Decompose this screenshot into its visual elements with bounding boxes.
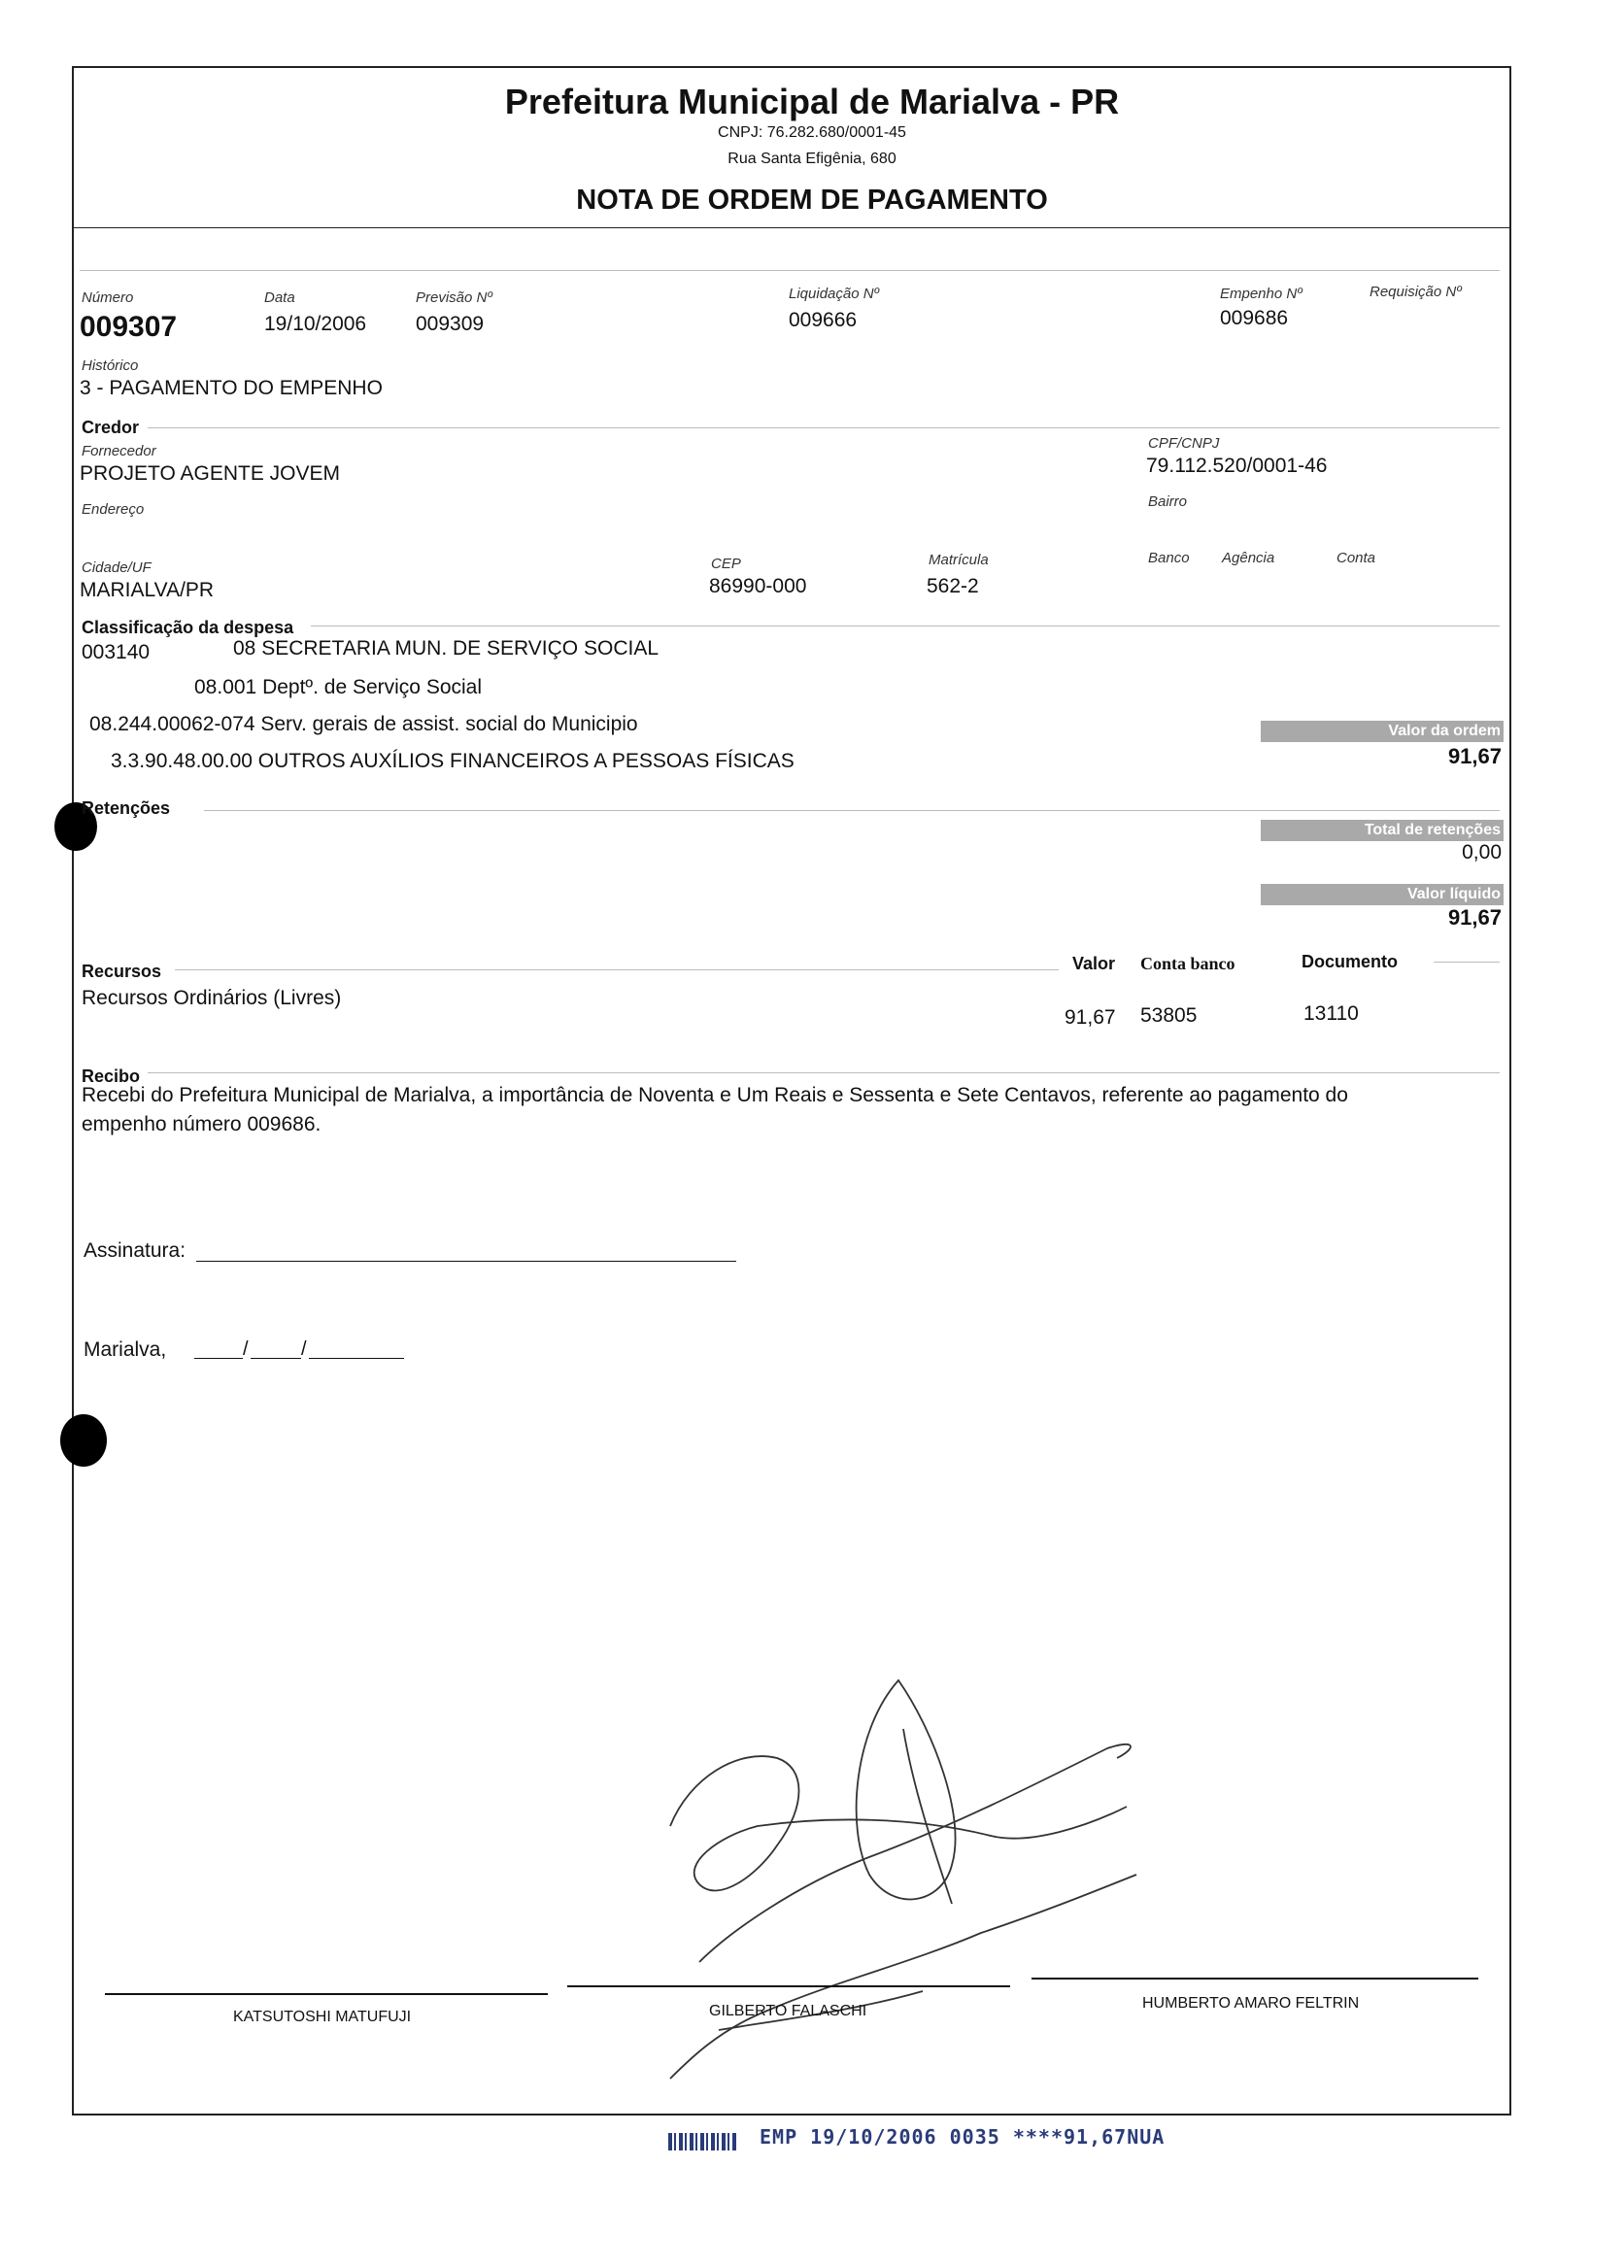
- banco-label: Banco: [1148, 550, 1190, 566]
- barcode-icon: [668, 2133, 738, 2150]
- empenho-label: Empenho Nº: [1220, 286, 1303, 302]
- date-year-line: [309, 1358, 404, 1359]
- signature-name-3: HUMBERTO AMARO FELTRIN: [1142, 1995, 1360, 2012]
- previsao-value: 009309: [416, 313, 485, 335]
- info-rule: [80, 270, 1500, 271]
- data-label: Data: [264, 289, 295, 306]
- total-retencoes-label: Total de retenções: [1364, 822, 1501, 838]
- classificacao-line2: 08.001 Deptº. de Serviço Social: [194, 676, 483, 698]
- retencoes-section: Retenções: [82, 798, 171, 818]
- recursos-section: Recursos: [82, 962, 162, 981]
- recibo-line2: empenho número 009686.: [82, 1113, 321, 1135]
- retencoes-rule: [204, 810, 1500, 811]
- assinatura-label: Assinatura:: [84, 1239, 186, 1262]
- local-label: Marialva,: [84, 1338, 167, 1361]
- recursos-documento-label: Documento: [1302, 952, 1398, 971]
- signature-line-2: [567, 1985, 1010, 1987]
- header-divider: [72, 227, 1511, 228]
- cnpj-line: CNPJ: 76.282.680/0001-45: [718, 124, 906, 141]
- recursos-rule: [175, 969, 1059, 970]
- date-month-line: [251, 1358, 301, 1359]
- signature-name-2: GILBERTO FALASCHI: [709, 2003, 867, 2019]
- date-slash-2: /: [301, 1338, 307, 1360]
- municipality-title: Prefeitura Municipal de Marialva - PR: [504, 82, 1120, 121]
- valor-liquido-value: 91,67: [1447, 905, 1502, 930]
- valor-liquido-label: Valor líquido: [1406, 886, 1501, 902]
- total-retencoes-bar: [1261, 820, 1504, 841]
- valor-ordem-label: Valor da ordem: [1388, 723, 1501, 739]
- classificacao-line1: 08 SECRETARIA MUN. DE SERVIÇO SOCIAL: [233, 637, 660, 660]
- liquidacao-label: Liquidação Nº: [789, 286, 880, 302]
- previsao-label: Previsão Nº: [416, 289, 492, 306]
- cep-label: CEP: [711, 556, 741, 572]
- document-title: NOTA DE ORDEM DE PAGAMENTO: [576, 185, 1048, 216]
- credor-rule: [148, 427, 1500, 428]
- valor-ordem-bar: [1261, 721, 1504, 742]
- recibo-rule: [148, 1072, 1500, 1073]
- signature-line-3: [1032, 1978, 1478, 1980]
- recursos-documento: 13110: [1303, 1002, 1359, 1025]
- assinatura-line: [196, 1261, 736, 1262]
- cpf-value: 79.112.520/0001-46: [1146, 455, 1328, 477]
- bairro-label: Bairro: [1148, 493, 1188, 510]
- recursos-conta-label: Conta banco: [1140, 954, 1235, 973]
- classificacao-code: 003140: [82, 641, 151, 663]
- recibo-section: Recibo: [82, 1066, 141, 1086]
- data-value: 19/10/2006: [264, 313, 367, 335]
- credor-section: Credor: [82, 418, 140, 437]
- conta-label: Conta: [1336, 550, 1376, 566]
- endereco-label: Endereço: [82, 501, 145, 518]
- classificacao-section: Classificação da despesa: [82, 618, 294, 637]
- handwritten-signature: [660, 1671, 1166, 2098]
- fornecedor-value: PROJETO AGENTE JOVEM: [80, 462, 340, 485]
- matricula-value: 562-2: [927, 575, 979, 597]
- recursos-valor-label: Valor: [1072, 954, 1116, 973]
- signature-name-1: KATSUTOSHI MATUFUJI: [233, 2009, 412, 2025]
- valor-ordem-value: 91,67: [1447, 744, 1502, 768]
- agencia-label: Agência: [1222, 550, 1275, 566]
- cidade-value: MARIALVA/PR: [80, 579, 215, 601]
- matricula-label: Matrícula: [929, 552, 989, 568]
- numero-value: 009307: [80, 311, 178, 343]
- fornecedor-label: Fornecedor: [82, 443, 156, 459]
- classificacao-line4: 3.3.90.48.00.00 OUTROS AUXÍLIOS FINANCEIROS A PESSOAS FÍSICAS: [111, 750, 795, 772]
- valor-liquido-bar: [1261, 884, 1504, 905]
- empenho-value: 009686: [1220, 307, 1289, 329]
- address-line: Rua Santa Efigênia, 680: [727, 151, 897, 167]
- liquidacao-value: 009666: [789, 309, 858, 331]
- recursos-descricao: Recursos Ordinários (Livres): [82, 987, 342, 1009]
- recursos-valor: 91,67: [1065, 1006, 1116, 1029]
- cep-value: 86990-000: [709, 575, 807, 597]
- numero-label: Número: [82, 289, 134, 306]
- date-day-line: [194, 1358, 243, 1359]
- historico-value: 3 - PAGAMENTO DO EMPENHO: [80, 377, 383, 399]
- recibo-line1: Recebi do Prefeitura Municipal de Marialva, a importância de Noventa e Um Reais e Sessenta e Sete Centavos, referente ao pagamento do: [82, 1084, 1348, 1106]
- punch-hole-icon-2: [60, 1414, 107, 1467]
- total-retencoes-value: 0,00: [1462, 841, 1502, 863]
- requisicao-label: Requisição Nº: [1370, 284, 1462, 300]
- footer-stamp: EMP 19/10/2006 0035 ****91,67NUA: [760, 2125, 1166, 2149]
- recursos-rule-right: [1434, 962, 1500, 963]
- classificacao-line3: 08.244.00062-074 Serv. gerais de assist. social do Municipio: [89, 713, 638, 735]
- signature-line-1: [105, 1993, 548, 1995]
- recursos-conta: 53805: [1140, 1004, 1198, 1027]
- date-slash-1: /: [243, 1338, 249, 1360]
- cpf-label: CPF/CNPJ: [1148, 435, 1220, 452]
- cidade-label: Cidade/UF: [82, 559, 152, 576]
- historico-label: Histórico: [82, 357, 139, 374]
